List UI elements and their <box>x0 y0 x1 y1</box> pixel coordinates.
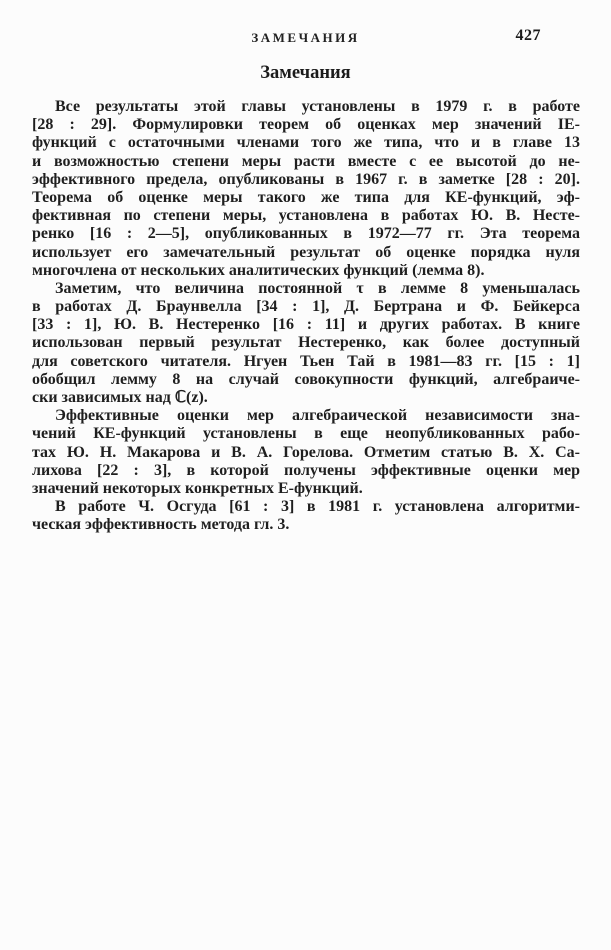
paragraph <box>32 498 580 534</box>
text-line: обобщил лемму 8 на случай совокупности функций, алгебраиче- <box>32 370 580 388</box>
section-title: Замечания <box>260 63 351 83</box>
running-head <box>0 29 611 47</box>
paragraph <box>32 280 580 407</box>
text-line: [33 : 1], Ю. В. Нестеренко [16 : 11] и других работах. В книге <box>32 316 580 334</box>
running-head-title: ЗАМЕЧАНИЯ <box>251 30 360 45</box>
text-line: В работе Ч. Осгуда [61 : 3] в 1981 г. установлена алгоритми- <box>55 498 580 516</box>
text-line: Заметим, что величина постоянной τ в лемме 8 уменьшалась <box>55 279 580 297</box>
text-line: для советского читателя. Нгуен Тьен Тай в 1981—83 гг. [15 : 1] <box>32 352 580 370</box>
text-line: ренко [16 : 2—5], опубликованных в 1972—77 гг. Эта теорема <box>32 225 580 243</box>
text-line: фективная по степени меры, установлена в работах Ю. В. Несте- <box>32 207 580 225</box>
text-line: функций с остаточными членами того же типа, что и в главе 13 <box>32 134 580 152</box>
page-number: 427 <box>515 27 541 44</box>
text-line: ческая эффективность метода гл. 3. <box>32 516 290 534</box>
text-line: чений КЕ-функций установлены в еще неопубликованных рабо- <box>32 425 580 443</box>
paragraph <box>32 98 580 280</box>
text-line: [28 : 29]. Формулировки теорем об оценках мер значений IE- <box>32 116 580 134</box>
text-line: эффективного предела, опубликованы в 1967 г. в заметке [28 : 20]. <box>32 170 580 188</box>
text-line: Все результаты этой главы установлены в 1979 г. в работе <box>55 98 580 115</box>
text-line: многочлена от нескольких аналитических функций (лемма 8). <box>32 261 485 279</box>
text-line: Теорема об оценке меры такого же типа для КЕ-функций, эф- <box>32 188 580 206</box>
text-line: в работах Д. Браунвелла [34 : 1], Д. Бертрана и Ф. Бейкерса <box>32 298 580 316</box>
text-line: Эффективные оценки мер алгебраической независимости зна- <box>55 407 580 425</box>
body-text <box>32 98 580 535</box>
text-line: тах Ю. Н. Макарова и В. А. Горелова. Отметим статью В. Х. Са- <box>32 443 580 461</box>
text-line: использует его замечательный результат об оценке порядка нуля <box>32 243 580 261</box>
text-line: значений некоторых конкретных Е-функций. <box>32 479 363 497</box>
text-line: лихова [22 : 3], в которой получены эффективные оценки мер <box>32 461 580 479</box>
text-line: и возможностью степени меры расти вместе с ее высотой до не- <box>32 152 580 170</box>
text-line: ски зависимых над ℂ(z). <box>32 389 208 406</box>
text-line: использован первый результат Нестеренко, как более доступный <box>32 334 580 352</box>
paragraph <box>32 407 580 498</box>
